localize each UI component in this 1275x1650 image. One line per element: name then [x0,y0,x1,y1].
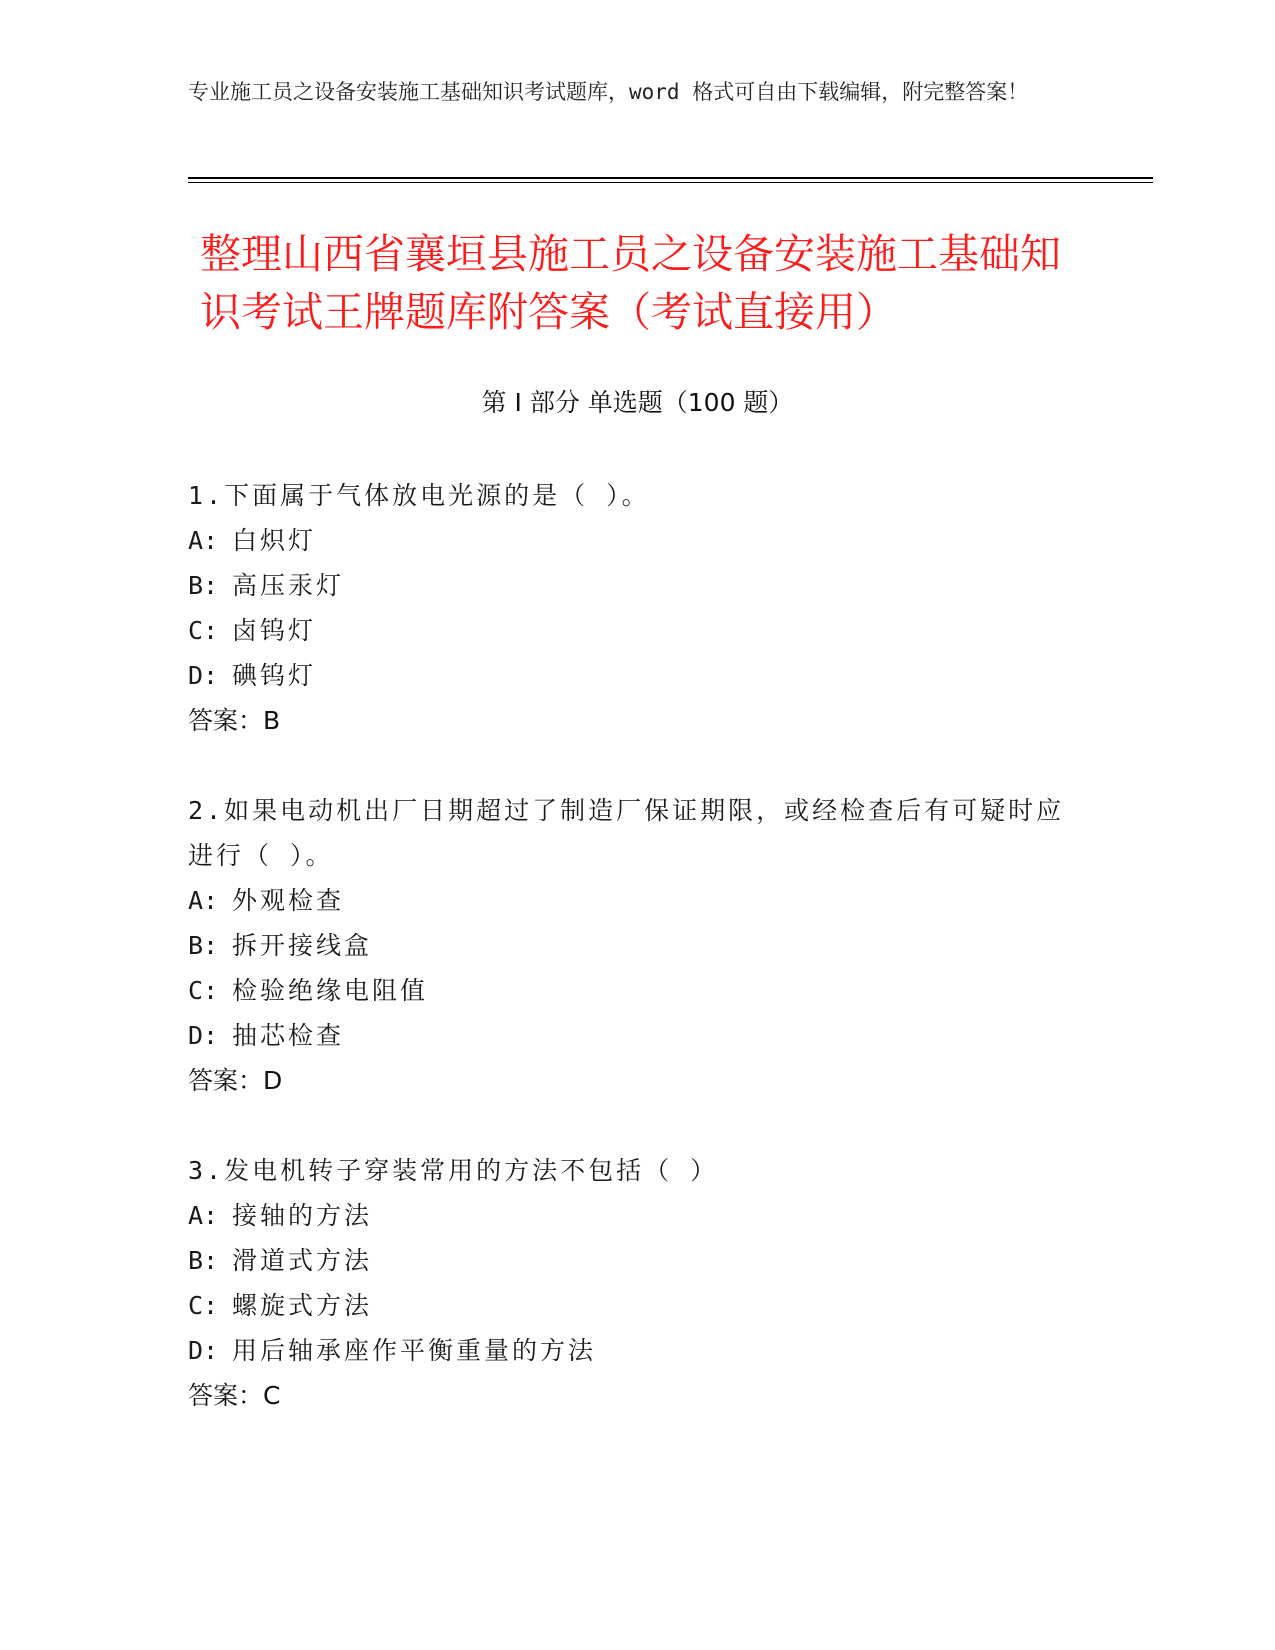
answer-line: 答案：C [188,1381,281,1410]
question-2 [188,788,1068,1103]
document-title: 整理山西省襄垣县施工员之设备安装施工基础知识考试王牌题库附答案（考试直接用） [200,230,1061,336]
option-letter: B: [188,1246,219,1275]
option-a [188,878,1068,923]
option-text: 外观检查 [232,886,345,915]
option-letter: D: [188,1336,219,1365]
option-d [188,653,1068,698]
option-letter: A: [188,526,219,555]
option-letter: B: [188,931,219,960]
option-letter: D: [188,661,219,690]
header-rule-thin [188,182,1153,183]
question-3 [188,1148,1068,1418]
option-text: 检验绝缘电阻值 [232,976,429,1005]
question-1 [188,473,1068,743]
option-text: 接轴的方法 [232,1201,373,1230]
header-note: 专业施工员之设备安装施工基础知识考试题库，word 格式可自由下载编辑，附完整答案！ [188,80,1029,104]
question-spacer [188,1103,1068,1148]
option-text: 拆开接线盒 [232,931,373,960]
option-c [188,968,1068,1013]
option-letter: D: [188,1021,219,1050]
question-stem: 1.下面属于气体放电光源的是（ ）。 [188,481,650,510]
option-text: 碘钨灯 [232,661,317,690]
answer-line: 答案：B [188,706,281,735]
option-b [188,563,1068,608]
option-letter: C: [188,616,219,645]
option-text: 滑道式方法 [232,1246,373,1275]
option-letter: B: [188,571,219,600]
option-text: 抽芯检查 [232,1021,345,1050]
option-a [188,518,1068,563]
header-rule-thick [188,177,1153,179]
option-letter: A: [188,886,219,915]
option-d [188,1013,1068,1058]
question-stem: 2.如果电动机出厂日期超过了制造厂保证期限，或经检查后有可疑时应进行（ ）。 [188,796,1065,870]
option-text: 卤钨灯 [232,616,317,645]
option-text: 高压汞灯 [232,571,345,600]
option-text: 用后轴承座作平衡重量的方法 [232,1336,597,1365]
question-spacer [188,743,1068,788]
answer-line: 答案：D [188,1066,283,1095]
option-letter: C: [188,976,219,1005]
option-letter: A: [188,1201,219,1230]
section-title: 第 I 部分 单选题（100 题） [481,388,794,417]
option-c [188,608,1068,653]
option-a [188,1193,1068,1238]
question-stem: 3.发电机转子穿装常用的方法不包括（ ） [188,1156,719,1185]
option-text: 白炽灯 [232,526,317,555]
option-c [188,1283,1068,1328]
option-b [188,1238,1068,1283]
question-list [188,473,1068,1418]
option-b [188,923,1068,968]
option-letter: C: [188,1291,219,1320]
option-text: 螺旋式方法 [232,1291,373,1320]
option-d [188,1328,1068,1373]
